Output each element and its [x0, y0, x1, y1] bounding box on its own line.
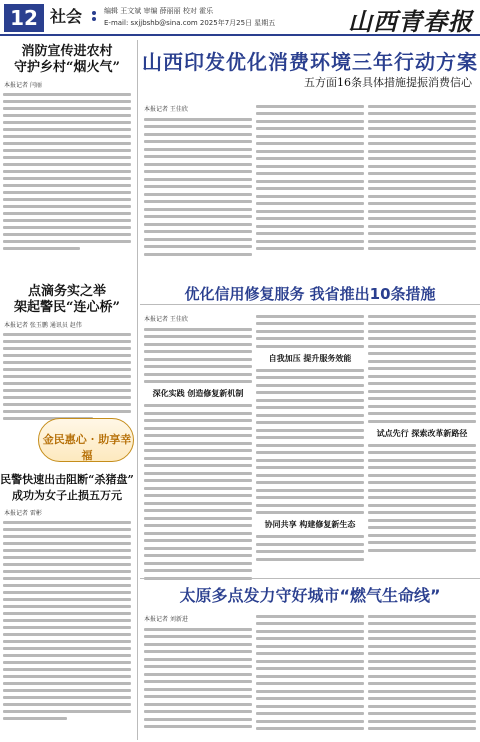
page-header [0, 0, 480, 36]
article-body [0, 93, 134, 250]
badge-golden [38, 418, 134, 462]
lead-column-2 [256, 100, 364, 255]
main-area [140, 38, 480, 742]
subheading: 试点先行 探索改革新路径 [376, 428, 468, 438]
article-body [0, 521, 134, 720]
lead-headline: 山西印发优化消费环境三年行动方案 [142, 50, 478, 74]
headline: 消防宣传进农村 [21, 44, 113, 59]
badge-label: 金民惠心 · 助享幸福 [42, 433, 132, 462]
headline: 成功为女子止损五万元 [12, 489, 122, 502]
article-police [0, 284, 134, 424]
second-column-3 [368, 310, 476, 556]
editor-info: 编辑 王文斌 审编 薛丽丽 校对 霍乐 [104, 7, 214, 15]
divider [140, 578, 480, 579]
article-fraud [0, 472, 134, 724]
headline: 架起警民“连心桥” [14, 300, 120, 315]
byline: 本报记者 张玉鹏 通讯员 赵伟 [4, 322, 82, 329]
second-column-2 [256, 310, 364, 565]
dot-icon [92, 11, 96, 15]
masthead-logo: 山西青春报 [348, 7, 473, 36]
lead-column-3 [368, 100, 476, 255]
byline: 本报记者 王佳欣 [144, 106, 188, 113]
byline: 本报记者 刘新进 [144, 616, 188, 623]
left-column [0, 38, 134, 742]
byline: 本报记者 王佳欣 [144, 316, 188, 323]
column-divider [137, 40, 138, 740]
section-title: 社会 [50, 7, 83, 26]
headline: 守护乡村“烟火气” [14, 60, 120, 75]
article-body [0, 333, 134, 420]
byline: 本报记者 雷彬 [4, 510, 42, 517]
divider [140, 304, 480, 305]
lead-column-1 [144, 100, 252, 260]
second-headline: 优化信用修复服务 我省推出10条措施 [184, 285, 436, 303]
subheading: 协同共享 构建修复新生态 [264, 520, 356, 529]
headline: 点滴务实之举 [27, 284, 106, 299]
headline: 民警快速出击阻断“杀猪盘” [0, 473, 134, 486]
third-headline: 太原多点发力守好城市“燃气生命线” [179, 586, 441, 605]
lead-subhead: 五方面16条具体措施提振消费信心 [304, 76, 472, 89]
second-column-1 [144, 310, 252, 584]
article-fire-safety [0, 44, 134, 254]
subheading: 自我加压 提升服务效能 [268, 353, 352, 363]
page-number: 12 [4, 4, 44, 32]
third-column-1 [144, 610, 252, 733]
byline: 本报记者 闫丽 [4, 82, 42, 89]
third-column-3 [368, 610, 476, 735]
third-column-2 [256, 610, 364, 735]
subheading: 深化实践 创造修复新机制 [152, 389, 244, 398]
contact-date: E-mail: sxjjbshb@sina.com 2025年7月25日 星期五 [104, 19, 276, 27]
